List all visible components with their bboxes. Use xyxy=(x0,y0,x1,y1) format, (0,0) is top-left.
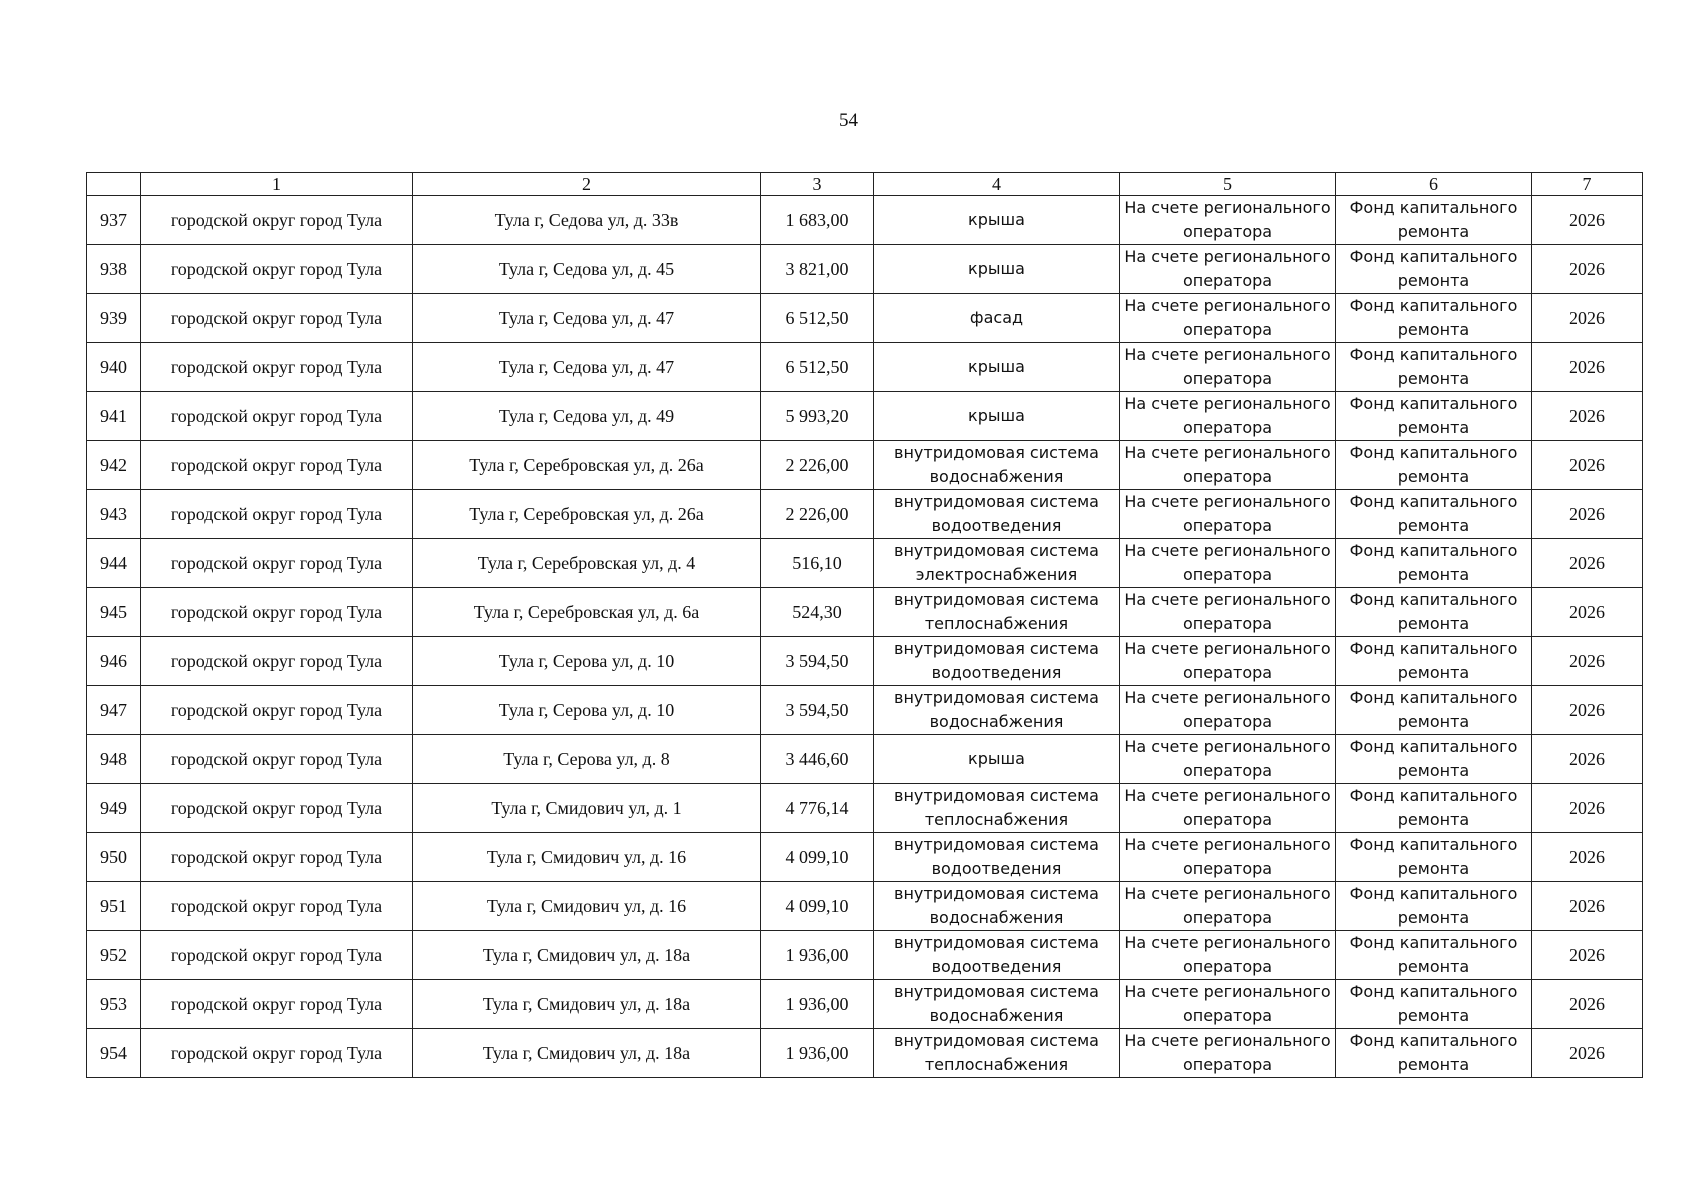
table-row xyxy=(87,343,1643,392)
year-cell: 2026 xyxy=(1532,441,1643,490)
header-cell-1: 1 xyxy=(141,173,413,196)
area-cell: 1 936,00 xyxy=(761,931,874,980)
year-cell: 2026 xyxy=(1532,294,1643,343)
table-row xyxy=(87,686,1643,735)
table-row xyxy=(87,637,1643,686)
row-number-cell: 937 xyxy=(87,196,141,245)
year-cell: 2026 xyxy=(1532,343,1643,392)
year-cell: 2026 xyxy=(1532,392,1643,441)
municipality-cell: городской округ город Тула xyxy=(141,980,413,1029)
fund-cell: Фонд капитального ремонта xyxy=(1336,980,1532,1029)
work-type-cell: внутридомовая система водоотведения xyxy=(874,637,1120,686)
area-cell: 2 226,00 xyxy=(761,490,874,539)
header-cell-4: 4 xyxy=(874,173,1120,196)
address-cell: Тула г, Смидович ул, д. 16 xyxy=(413,882,761,931)
work-type-cell: внутридомовая система водоснабжения xyxy=(874,686,1120,735)
fund-cell: Фонд капитального ремонта xyxy=(1336,245,1532,294)
municipality-cell: городской округ город Тула xyxy=(141,245,413,294)
capital-repair-table xyxy=(86,172,1643,1078)
area-cell: 1 936,00 xyxy=(761,980,874,1029)
address-cell: Тула г, Серебровская ул, д. 26а xyxy=(413,490,761,539)
area-cell: 524,30 xyxy=(761,588,874,637)
table-row xyxy=(87,735,1643,784)
row-number-cell: 946 xyxy=(87,637,141,686)
row-number-cell: 951 xyxy=(87,882,141,931)
address-cell: Тула г, Серова ул, д. 10 xyxy=(413,686,761,735)
row-number-cell: 948 xyxy=(87,735,141,784)
header-cell-3: 3 xyxy=(761,173,874,196)
fund-cell: Фонд капитального ремонта xyxy=(1336,539,1532,588)
table-row xyxy=(87,392,1643,441)
row-number-cell: 945 xyxy=(87,588,141,637)
address-cell: Тула г, Серебровская ул, д. 26а xyxy=(413,441,761,490)
table-row xyxy=(87,1029,1643,1078)
table-row xyxy=(87,490,1643,539)
area-cell: 2 226,00 xyxy=(761,441,874,490)
municipality-cell: городской округ город Тула xyxy=(141,196,413,245)
table-body xyxy=(87,173,1643,1078)
row-number-cell: 949 xyxy=(87,784,141,833)
page-number: 54 xyxy=(839,110,858,131)
account-cell: На счете регионального оператора xyxy=(1120,931,1336,980)
area-cell: 516,10 xyxy=(761,539,874,588)
municipality-cell: городской округ город Тула xyxy=(141,539,413,588)
header-cell-num xyxy=(87,173,141,196)
row-number-cell: 952 xyxy=(87,931,141,980)
year-cell: 2026 xyxy=(1532,735,1643,784)
row-number-cell: 938 xyxy=(87,245,141,294)
account-cell: На счете регионального оператора xyxy=(1120,980,1336,1029)
area-cell: 3 594,50 xyxy=(761,637,874,686)
work-type-cell: внутридомовая система водоснабжения xyxy=(874,441,1120,490)
account-cell: На счете регионального оператора xyxy=(1120,686,1336,735)
year-cell: 2026 xyxy=(1532,882,1643,931)
year-cell: 2026 xyxy=(1532,539,1643,588)
area-cell: 1 683,00 xyxy=(761,196,874,245)
year-cell: 2026 xyxy=(1532,588,1643,637)
municipality-cell: городской округ город Тула xyxy=(141,686,413,735)
fund-cell: Фонд капитального ремонта xyxy=(1336,588,1532,637)
year-cell: 2026 xyxy=(1532,245,1643,294)
account-cell: На счете регионального оператора xyxy=(1120,196,1336,245)
work-type-cell: внутридомовая система водоотведения xyxy=(874,931,1120,980)
table-row xyxy=(87,196,1643,245)
table-row xyxy=(87,441,1643,490)
fund-cell: Фонд капитального ремонта xyxy=(1336,1029,1532,1078)
fund-cell: Фонд капитального ремонта xyxy=(1336,833,1532,882)
fund-cell: Фонд капитального ремонта xyxy=(1336,637,1532,686)
area-cell: 6 512,50 xyxy=(761,294,874,343)
account-cell: На счете регионального оператора xyxy=(1120,490,1336,539)
address-cell: Тула г, Серебровская ул, д. 6а xyxy=(413,588,761,637)
municipality-cell: городской округ город Тула xyxy=(141,833,413,882)
table-row xyxy=(87,784,1643,833)
area-cell: 4 099,10 xyxy=(761,833,874,882)
municipality-cell: городской округ город Тула xyxy=(141,784,413,833)
table-row xyxy=(87,588,1643,637)
address-cell: Тула г, Седова ул, д. 47 xyxy=(413,343,761,392)
work-type-cell: внутридомовая система водоотведения xyxy=(874,490,1120,539)
address-cell: Тула г, Седова ул, д. 49 xyxy=(413,392,761,441)
address-cell: Тула г, Серебровская ул, д. 4 xyxy=(413,539,761,588)
municipality-cell: городской округ город Тула xyxy=(141,882,413,931)
account-cell: На счете регионального оператора xyxy=(1120,637,1336,686)
fund-cell: Фонд капитального ремонта xyxy=(1336,784,1532,833)
year-cell: 2026 xyxy=(1532,196,1643,245)
fund-cell: Фонд капитального ремонта xyxy=(1336,294,1532,343)
area-cell: 1 936,00 xyxy=(761,1029,874,1078)
work-type-cell: крыша xyxy=(874,343,1120,392)
row-number-cell: 939 xyxy=(87,294,141,343)
work-type-cell: внутридомовая система водоснабжения xyxy=(874,882,1120,931)
fund-cell: Фонд капитального ремонта xyxy=(1336,441,1532,490)
year-cell: 2026 xyxy=(1532,980,1643,1029)
area-cell: 3 594,50 xyxy=(761,686,874,735)
year-cell: 2026 xyxy=(1532,637,1643,686)
account-cell: На счете регионального оператора xyxy=(1120,441,1336,490)
fund-cell: Фонд капитального ремонта xyxy=(1336,882,1532,931)
area-cell: 6 512,50 xyxy=(761,343,874,392)
account-cell: На счете регионального оператора xyxy=(1120,588,1336,637)
municipality-cell: городской округ город Тула xyxy=(141,637,413,686)
area-cell: 3 446,60 xyxy=(761,735,874,784)
account-cell: На счете регионального оператора xyxy=(1120,539,1336,588)
area-cell: 4 776,14 xyxy=(761,784,874,833)
fund-cell: Фонд капитального ремонта xyxy=(1336,343,1532,392)
table-header-row xyxy=(87,173,1643,196)
fund-cell: Фонд капитального ремонта xyxy=(1336,735,1532,784)
table-row xyxy=(87,980,1643,1029)
fund-cell: Фонд капитального ремонта xyxy=(1336,196,1532,245)
municipality-cell: городской округ город Тула xyxy=(141,343,413,392)
account-cell: На счете регионального оператора xyxy=(1120,245,1336,294)
municipality-cell: городской округ город Тула xyxy=(141,294,413,343)
account-cell: На счете регионального оператора xyxy=(1120,1029,1336,1078)
table-row xyxy=(87,882,1643,931)
area-cell: 3 821,00 xyxy=(761,245,874,294)
municipality-cell: городской округ город Тула xyxy=(141,441,413,490)
fund-cell: Фонд капитального ремонта xyxy=(1336,686,1532,735)
municipality-cell: городской округ город Тула xyxy=(141,1029,413,1078)
address-cell: Тула г, Седова ул, д. 33в xyxy=(413,196,761,245)
header-cell-2: 2 xyxy=(413,173,761,196)
account-cell: На счете регионального оператора xyxy=(1120,784,1336,833)
municipality-cell: городской округ город Тула xyxy=(141,931,413,980)
year-cell: 2026 xyxy=(1532,686,1643,735)
work-type-cell: внутридомовая система электроснабжения xyxy=(874,539,1120,588)
work-type-cell: крыша xyxy=(874,392,1120,441)
work-type-cell: внутридомовая система водоотведения xyxy=(874,833,1120,882)
area-cell: 5 993,20 xyxy=(761,392,874,441)
address-cell: Тула г, Смидович ул, д. 18а xyxy=(413,1029,761,1078)
area-cell: 4 099,10 xyxy=(761,882,874,931)
table-row xyxy=(87,294,1643,343)
municipality-cell: городской округ город Тула xyxy=(141,490,413,539)
fund-cell: Фонд капитального ремонта xyxy=(1336,931,1532,980)
municipality-cell: городской округ город Тула xyxy=(141,588,413,637)
year-cell: 2026 xyxy=(1532,1029,1643,1078)
account-cell: На счете регионального оператора xyxy=(1120,392,1336,441)
work-type-cell: внутридомовая система теплоснабжения xyxy=(874,1029,1120,1078)
work-type-cell: внутридомовая система водоснабжения xyxy=(874,980,1120,1029)
year-cell: 2026 xyxy=(1532,833,1643,882)
header-cell-6: 6 xyxy=(1336,173,1532,196)
row-number-cell: 942 xyxy=(87,441,141,490)
row-number-cell: 954 xyxy=(87,1029,141,1078)
fund-cell: Фонд капитального ремонта xyxy=(1336,392,1532,441)
work-type-cell: крыша xyxy=(874,735,1120,784)
header-cell-7: 7 xyxy=(1532,173,1643,196)
row-number-cell: 947 xyxy=(87,686,141,735)
row-number-cell: 940 xyxy=(87,343,141,392)
address-cell: Тула г, Серова ул, д. 8 xyxy=(413,735,761,784)
table-row xyxy=(87,833,1643,882)
address-cell: Тула г, Седова ул, д. 45 xyxy=(413,245,761,294)
address-cell: Тула г, Смидович ул, д. 1 xyxy=(413,784,761,833)
address-cell: Тула г, Серова ул, д. 10 xyxy=(413,637,761,686)
row-number-cell: 941 xyxy=(87,392,141,441)
row-number-cell: 953 xyxy=(87,980,141,1029)
work-type-cell: фасад xyxy=(874,294,1120,343)
table-row xyxy=(87,931,1643,980)
work-type-cell: крыша xyxy=(874,196,1120,245)
row-number-cell: 943 xyxy=(87,490,141,539)
row-number-cell: 950 xyxy=(87,833,141,882)
account-cell: На счете регионального оператора xyxy=(1120,882,1336,931)
row-number-cell: 944 xyxy=(87,539,141,588)
table-row xyxy=(87,245,1643,294)
municipality-cell: городской округ город Тула xyxy=(141,392,413,441)
account-cell: На счете регионального оператора xyxy=(1120,343,1336,392)
account-cell: На счете регионального оператора xyxy=(1120,735,1336,784)
table-row xyxy=(87,539,1643,588)
year-cell: 2026 xyxy=(1532,490,1643,539)
address-cell: Тула г, Седова ул, д. 47 xyxy=(413,294,761,343)
account-cell: На счете регионального оператора xyxy=(1120,294,1336,343)
address-cell: Тула г, Смидович ул, д. 18а xyxy=(413,931,761,980)
address-cell: Тула г, Смидович ул, д. 16 xyxy=(413,833,761,882)
account-cell: На счете регионального оператора xyxy=(1120,833,1336,882)
work-type-cell: внутридомовая система теплоснабжения xyxy=(874,784,1120,833)
fund-cell: Фонд капитального ремонта xyxy=(1336,490,1532,539)
work-type-cell: крыша xyxy=(874,245,1120,294)
year-cell: 2026 xyxy=(1532,784,1643,833)
address-cell: Тула г, Смидович ул, д. 18а xyxy=(413,980,761,1029)
header-cell-5: 5 xyxy=(1120,173,1336,196)
municipality-cell: городской округ город Тула xyxy=(141,735,413,784)
year-cell: 2026 xyxy=(1532,931,1643,980)
work-type-cell: внутридомовая система теплоснабжения xyxy=(874,588,1120,637)
